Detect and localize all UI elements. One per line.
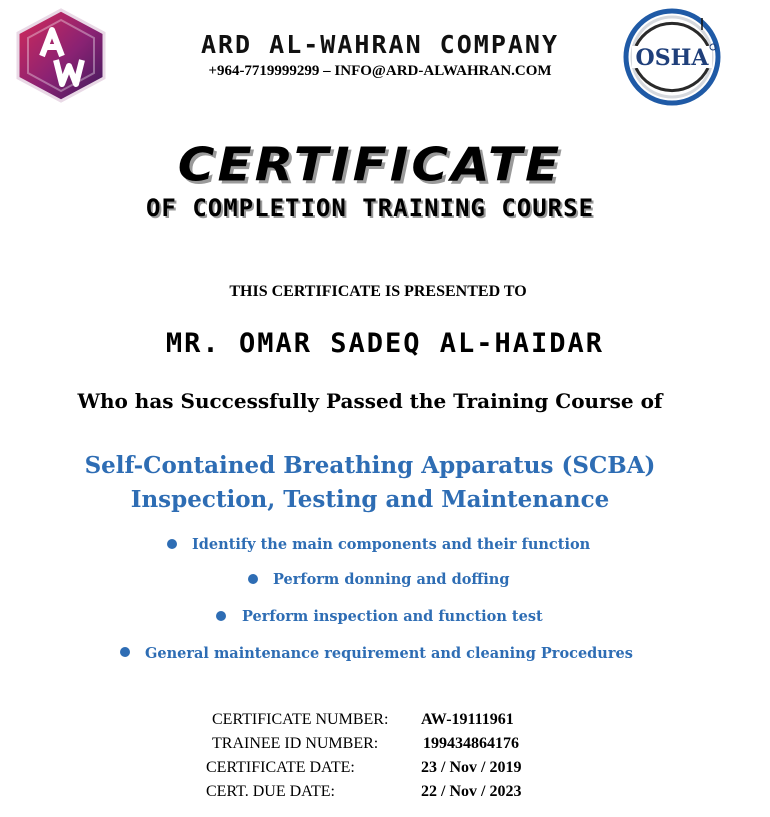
bullet-icon (248, 574, 258, 584)
cert-number-value: AW-19111961 (421, 711, 514, 728)
company-name: ARD AL-WAHRAN COMPANY (200, 30, 560, 59)
certificate-title: CERTIFICATE (177, 138, 563, 192)
aw-company-logo (12, 8, 110, 103)
due-date-value: 22 / Nov / 2023 (421, 783, 522, 800)
presented-to-text: THIS CERTIFICATE IS PRESENTED TO (229, 283, 527, 300)
recipient-name: MR. OMAR SADEQ AL-HAIDAR (165, 328, 605, 359)
bullet-icon (216, 611, 226, 621)
trainee-id-label: TRAINEE ID NUMBER: (212, 735, 379, 752)
objective-item: Perform donning and doffing (273, 571, 510, 588)
svg-text:OSHA: OSHA (635, 45, 709, 71)
trainee-id-value: 199434864176 (423, 735, 519, 752)
cert-number-label: CERTIFICATE NUMBER: (212, 711, 389, 728)
cert-date-label: CERTIFICATE DATE: (206, 759, 355, 776)
objective-item: Identify the main components and their function (192, 536, 591, 553)
course-title-line-1: Self-Contained Breathing Apparatus (SCBA) (84, 452, 656, 479)
passed-course-text: Who has Successfully Passed the Training Course of (77, 389, 663, 413)
objective-item: Perform inspection and function test (242, 608, 543, 625)
due-date-label: CERT. DUE DATE: (206, 783, 335, 800)
course-title-line-2: Inspection, Testing and Maintenance (130, 486, 610, 513)
cert-date-value: 23 / Nov / 2019 (421, 759, 522, 776)
objective-item: General maintenance requirement and cleaning Procedures (145, 645, 633, 662)
company-contact: +964-7719999299 – INFO@ARD-ALWAHRAN.COM (208, 63, 552, 79)
bullet-icon (120, 647, 130, 657)
certificate-subtitle: OF COMPLETION TRAINING COURSE (145, 194, 595, 222)
bullet-icon (167, 539, 177, 549)
